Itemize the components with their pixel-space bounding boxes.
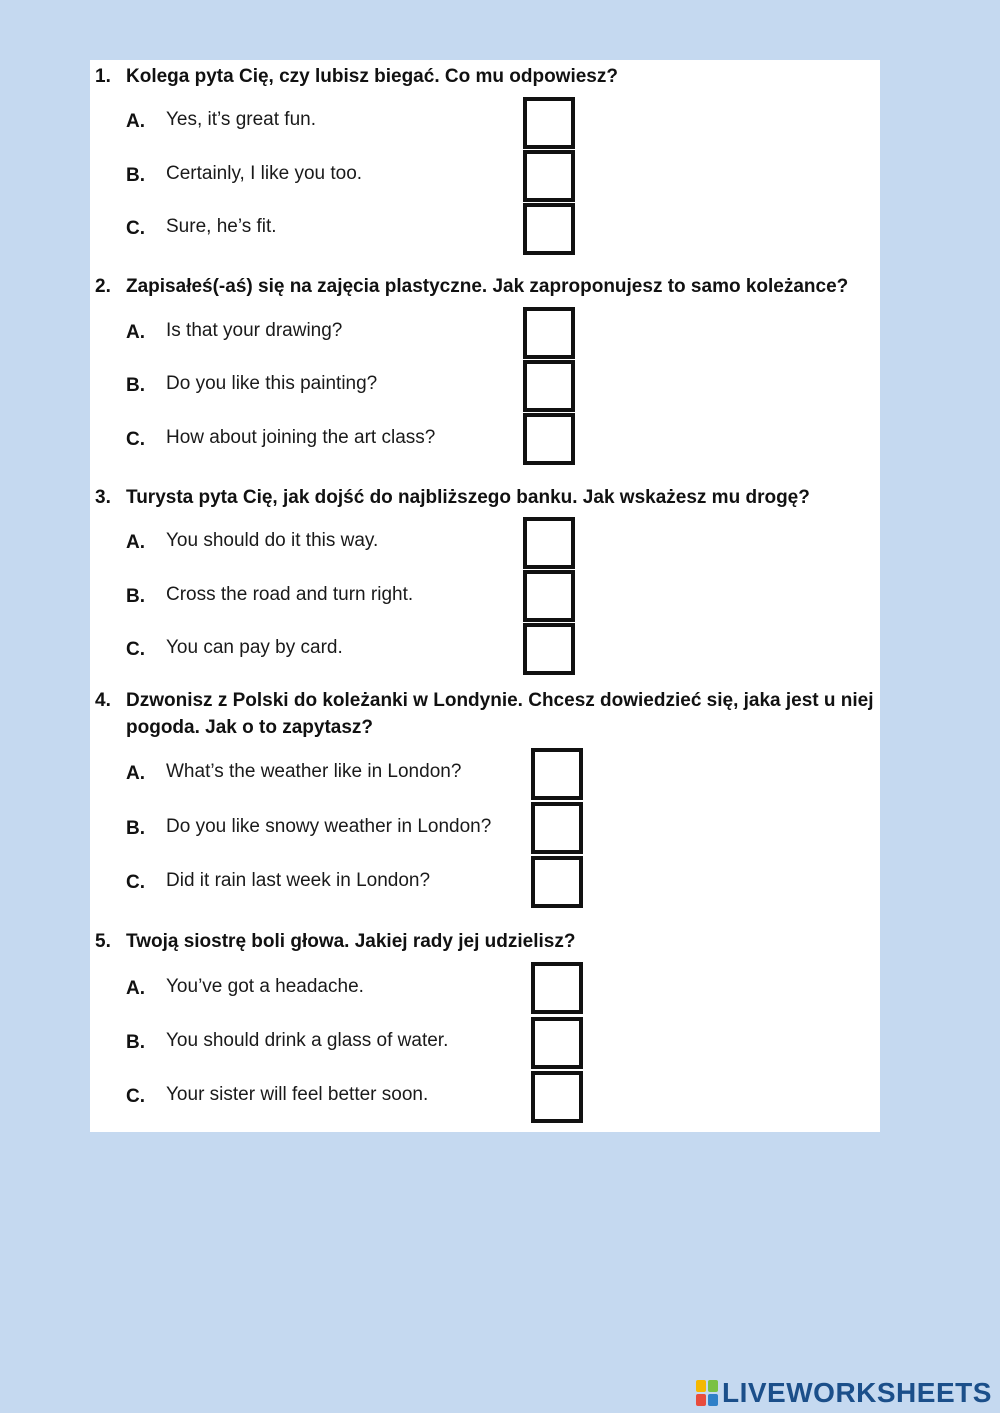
question-2-text: Zapisałeś(-aś) się na zajęcia plastyczne. Jak zaproponujesz to samo koleżance? — [126, 276, 849, 297]
q5-option-c-letter: C. — [126, 1086, 145, 1107]
q3-option-c-checkbox[interactable] — [523, 623, 575, 675]
logo-text: LIVEWORKSHEETS — [722, 1377, 992, 1408]
q1-option-c-text: Sure, he’s fit. — [166, 216, 277, 237]
question-5-text: Twoją siostrę boli głowa. Jakiej rady jej udzielisz? — [126, 931, 576, 952]
q1-option-b-letter: B. — [126, 165, 145, 186]
q4-option-c-text: Did it rain last week in London? — [166, 870, 431, 891]
q4-option-b-letter: B. — [126, 818, 145, 839]
liveworksheets-logo-icon — [696, 1380, 718, 1406]
question-2-number: 2. — [95, 276, 111, 297]
q3-option-a-text: You should do it this way. — [166, 530, 379, 551]
question-1-text: Kolega pyta Cię, czy lubisz biegać. Co mu odpowiesz? — [126, 66, 618, 87]
question-3-text: Turysta pyta Cię, jak dojść do najbliższego banku. Jak wskażesz mu drogę? — [126, 487, 810, 508]
q3-option-c-letter: C. — [126, 639, 145, 660]
worksheet — [90, 60, 880, 1132]
q2-option-a-checkbox[interactable] — [523, 307, 575, 359]
q2-option-a-text: Is that your drawing? — [166, 320, 343, 341]
q1-option-b-text: Certainly, I like you too. — [166, 163, 363, 184]
q4-option-c-checkbox[interactable] — [531, 856, 583, 908]
q4-option-a-checkbox[interactable] — [531, 748, 583, 800]
question-4-number: 4. — [95, 690, 111, 711]
q2-option-b-checkbox[interactable] — [523, 360, 575, 412]
q4-option-a-text: What’s the weather like in London? — [166, 761, 462, 782]
question-4-text: Dzwonisz z Polski do koleżanki w Londynie. Chcesz dowiedzieć się, jaka jest u niej pogoda. Jak o to zapytasz? — [126, 690, 874, 738]
q2-option-c-text: How about joining the art class? — [166, 427, 436, 448]
q5-option-a-text: You’ve got a headache. — [166, 976, 364, 997]
q3-option-b-letter: B. — [126, 586, 145, 607]
liveworksheets-logo[interactable] — [696, 1375, 992, 1411]
q1-option-b-checkbox[interactable] — [523, 150, 575, 202]
q4-option-c-letter: C. — [126, 872, 145, 893]
q2-option-b-letter: B. — [126, 375, 145, 396]
q2-option-c-checkbox[interactable] — [523, 413, 575, 465]
question-1-number: 1. — [95, 66, 111, 87]
q2-option-b-text: Do you like this painting? — [166, 373, 378, 394]
q1-option-a-letter: A. — [126, 111, 145, 132]
q1-option-c-letter: C. — [126, 218, 145, 239]
q5-option-b-letter: B. — [126, 1032, 145, 1053]
q3-option-a-checkbox[interactable] — [523, 517, 575, 569]
q2-option-a-letter: A. — [126, 322, 145, 343]
q3-option-b-text: Cross the road and turn right. — [166, 584, 414, 605]
q4-option-a-letter: A. — [126, 763, 145, 784]
q3-option-c-text: You can pay by card. — [166, 637, 343, 658]
q5-option-c-text: Your sister will feel better soon. — [166, 1084, 429, 1105]
q1-option-c-checkbox[interactable] — [523, 203, 575, 255]
q1-option-a-text: Yes, it’s great fun. — [166, 109, 316, 130]
q5-option-b-text: You should drink a glass of water. — [166, 1030, 449, 1051]
q5-option-c-checkbox[interactable] — [531, 1071, 583, 1123]
q4-option-b-text: Do you like snowy weather in London? — [166, 816, 492, 837]
q5-option-a-checkbox[interactable] — [531, 962, 583, 1014]
question-5-number: 5. — [95, 931, 111, 952]
q4-option-b-checkbox[interactable] — [531, 802, 583, 854]
q2-option-c-letter: C. — [126, 429, 145, 450]
question-3-number: 3. — [95, 487, 111, 508]
q3-option-b-checkbox[interactable] — [523, 570, 575, 622]
q5-option-b-checkbox[interactable] — [531, 1017, 583, 1069]
q3-option-a-letter: A. — [126, 532, 145, 553]
q5-option-a-letter: A. — [126, 978, 145, 999]
q1-option-a-checkbox[interactable] — [523, 97, 575, 149]
